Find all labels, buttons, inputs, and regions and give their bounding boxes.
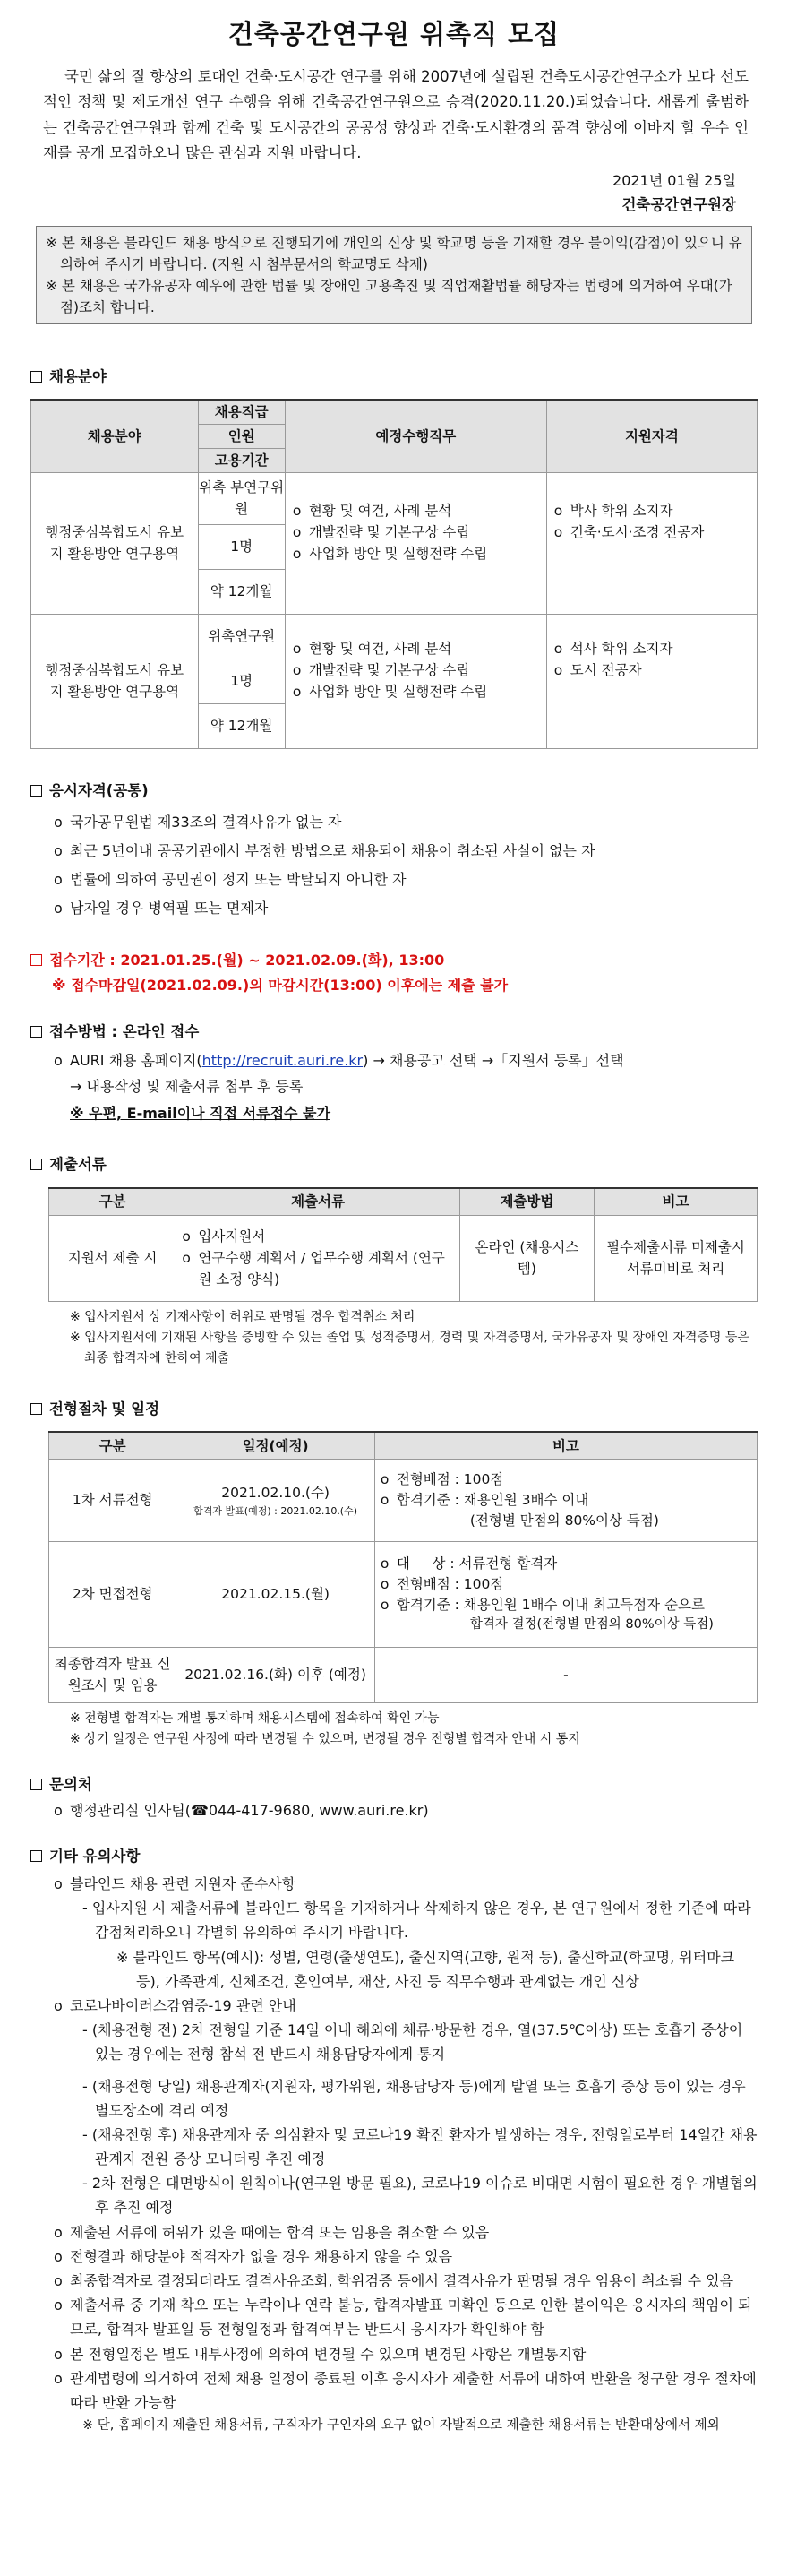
covid-item: - (채용전형 후) 채용관계자 중 의심환자 및 코로나19 확진 환자가 발생하는 경우, 전형일로부터 14일간 채용관계자 전원 증상 모니터링 추진 예정	[82, 2125, 758, 2168]
method-warning: ※ 우편, E-mail이나 직접 서류접수 불가	[70, 1104, 330, 1122]
stage1-date: 2021.02.10.(수)	[221, 1484, 330, 1501]
final-note: ※ 단, 홈페이지 제출된 채용서류, 구직자가 구인자의 요구 없이 자발적으로 제출한 채용서류는 반환대상에서 제외	[82, 2418, 720, 2434]
list-item: o 개발전략 및 기본구상 수립	[293, 659, 539, 681]
list-item: o 제출서류 중 기재 착오 또는 누락이나 연락 불능, 합격자발표 미확인 등으로 인한 불이익은 응시자의 책임이 되므로, 합격자 발표일 등 전형일정과 합격여부는 반드시 응시자가 확인해야 함	[54, 2293, 758, 2341]
stage1-note: 전형배점 : 100점	[396, 1470, 504, 1487]
row2-field: 행정중심복합도시 유보지 활용방안 연구용역	[31, 614, 199, 748]
list-item: o 관계법령에 의거하여 전체 채용 일정이 종료된 이후 응시자가 제출한 서류에 대하여 반환을 청구할 경우 절차에 따라 반환 가능함	[54, 2366, 758, 2415]
covid-heading: 코로나바이러스감염증-19 관련 안내	[70, 1996, 296, 2014]
stage1-date-sub: 합격자 발표(예정) : 2021.02.10.(수)	[193, 1504, 358, 1517]
th-doc-type: 구분	[49, 1188, 176, 1215]
blind-example: ※ 블라인드 항목(예시): 성별, 연령(출생연도), 출신지역(고향, 원적 등), 출신학교(학교명, 워터마크 등), 가족관계, 신체조건, 혼인여부, 재산, 사진 등 직무수행과 관계없는 개인 신상	[116, 1948, 735, 1990]
blind-item: - 입사지원 시 제출서류에 블라인드 항목을 기재하거나 삭제하지 않은 경우, 본 연구원에서 정한 기준에 따라 감점처리하오니 각별히 유의하여 주시기 바랍니다.	[82, 1900, 751, 1942]
list-item: o 제출된 서류에 허위가 있을 때에는 합격 또는 임용을 취소할 수 있음	[54, 2220, 758, 2244]
notice-blind: ※ 본 채용은 블라인드 채용 방식으로 진행되기에 개인의 신상 및 학교명 등을 기재할 경우 불이익(감점)이 있으니 유의하여 주시기 바랍니다. (지원 시 첨부문서의 학교명도 삭제)	[46, 234, 742, 272]
list-item: o 사업화 방안 및 실행전략 수립	[293, 543, 539, 564]
list-item: o 전형결과 해당분야 적격자가 없을 경우 채용하지 않을 수 있음	[54, 2244, 758, 2269]
square-bullet-icon	[30, 1026, 42, 1038]
stage2-note: 합격자 결정(전형별 만점의 80%이상 득점)	[469, 1617, 714, 1633]
th-quals: 지원자격	[546, 400, 757, 472]
row2-duties	[293, 638, 539, 702]
list-item: o 개발전략 및 기본구상 수립	[293, 521, 539, 543]
section-documents-heading: 제출서류	[30, 1153, 758, 1176]
list-item: o 법률에 의하여 공민권이 정지 또는 박탈되지 아니한 자	[54, 866, 758, 894]
stage2-name: 2차 면접전형	[49, 1541, 176, 1647]
list-item: o 국가공무원법 제33조의 결격사유가 없는 자	[54, 808, 758, 837]
section-schedule-heading: 전형절차 및 일정	[30, 1398, 758, 1421]
row1-period: 약 12개월	[198, 569, 285, 614]
stage3-note: -	[374, 1647, 757, 1702]
stage1-name: 1차 서류전형	[49, 1459, 176, 1541]
th-count: 인원	[198, 424, 285, 448]
th-date: 일정(예정)	[176, 1432, 374, 1459]
method-body: o AURI 채용 홈페이지(http://recruit.auri.re.kr) → 채용공고 선택 →「지원서 등록」선택 → 내용작성 및 제출서류 첨부 후 등록 ※ 우편, E-mail이나 직접 서류접수 불가	[30, 1047, 758, 1127]
note-item: ※ 입사지원서 상 기재사항이 허위로 판명될 경우 합격취소 처리	[70, 1309, 415, 1324]
th-doc-list: 제출서류	[176, 1188, 459, 1215]
row1-duties	[293, 500, 539, 564]
row1-quals	[554, 500, 749, 543]
th-type: 채용직급	[198, 400, 285, 424]
covid-item: - 2차 전형은 대면방식이 원칙이나(연구원 방문 필요), 코로나19 이슈로 비대면 시험이 필요한 경우 개별협의 후 추진 예정	[82, 2175, 758, 2217]
etc-body	[30, 1872, 758, 2437]
list-item: o 박사 학위 소지자	[554, 500, 749, 521]
section-contact-heading: 문의처	[30, 1773, 758, 1796]
row2-count: 1명	[198, 659, 285, 703]
row2-quals	[554, 638, 749, 681]
list-item: o 입사지원서	[182, 1226, 453, 1247]
note-item: ※ 입사지원서에 기재된 사항을 증빙할 수 있는 졸업 및 성적증명서, 경력 및 자격증명서, 국가유공자 및 장애인 자격증명 등은 최종 합격자에 한하여 제출	[70, 1330, 749, 1366]
list-item: o 현황 및 여건, 사례 분석	[293, 638, 539, 659]
page-title: 건축공간연구원 위촉직 모집	[227, 19, 561, 49]
doc-row-note: 필수제출서류 미제출시 서류미비로 처리	[595, 1215, 758, 1301]
square-bullet-icon	[30, 785, 42, 797]
square-bullet-icon	[30, 954, 42, 966]
method-line2: → 내용작성 및 제출서류 첨부 후 등록	[70, 1078, 304, 1096]
list-item: o 남자일 경우 병역필 또는 면제자	[54, 894, 758, 923]
covid-item: - (채용전형 당일) 채용관계자(지원자, 평가위원, 채용담당자 등)에게 발열 또는 호흡기 증상 등이 있는 경우 별도장소에 격리 예정	[82, 2077, 746, 2119]
list-item: o 본 전형일정은 별도 내부사정에 의하여 변경될 수 있으며 변경된 사항은 개별통지함	[54, 2342, 758, 2366]
list-item: o 현황 및 여건, 사례 분석	[293, 500, 539, 521]
row1-count: 1명	[198, 524, 285, 569]
th-doc-note: 비고	[595, 1188, 758, 1215]
issuer: 건축공간연구원장	[621, 196, 736, 214]
row1-type: 위촉 부연구위원	[198, 472, 285, 524]
doc-row-type: 지원서 제출 시	[49, 1215, 176, 1301]
blind-heading: 블라인드 채용 관련 지원자 준수사항	[70, 1875, 296, 1892]
stage3-name: 최종합격자 발표 신원조사 및 임용	[49, 1647, 176, 1702]
section-positions-heading: 채용분야	[30, 366, 758, 389]
note-item: ※ 전형별 합격자는 개별 통지하며 채용시스템에 접속하여 확인 가능	[70, 1710, 440, 1726]
th-stage: 구분	[49, 1432, 176, 1459]
blind-notice-box	[36, 226, 752, 324]
th-field: 채용분야	[31, 400, 199, 472]
positions-table	[30, 399, 758, 749]
section-etc-heading: 기타 유의사항	[30, 1845, 758, 1868]
schedule-table	[48, 1431, 758, 1703]
doc-row-method: 온라인 (채용시스템)	[459, 1215, 594, 1301]
intro-paragraph: 국민 삶의 질 향상의 토대인 건축·도시공간 연구를 위해 2007년에 설립된 건축도시공간연구소가 보다 선도적인 정책 및 제도개선 연구 수행을 위해 건축공간연구원으로 승격(2020.11.20.)되었습니다. 새롭게 출범하는 건축공간연구원과 함께 건축 및 도시공간의 공공성 향상과 건축·도시환경의 품격 향상에 이바지 할 우수 인재를 공개 모집하오니 많은 관심과 지원 바랍니다.	[43, 68, 749, 162]
list-item: o 연구수행 계획서 / 업무수행 계획서 (연구원 소정 양식)	[182, 1247, 453, 1290]
th-doc-method: 제출방법	[459, 1188, 594, 1215]
documents-table	[48, 1187, 758, 1302]
row2-type: 위촉연구원	[198, 614, 285, 659]
stage3-date: 2021.02.16.(화) 이후 (예정)	[176, 1647, 374, 1702]
qualification-list	[30, 808, 758, 923]
square-bullet-icon	[30, 1403, 42, 1415]
deadline-warning: ※ 접수마감일(2021.02.09.)의 마감시간(13:00) 이후에는 제출 불가	[52, 977, 509, 995]
stage2-note: 합격기준 : 채용인원 1배수 이내 최고득점자 순으로	[396, 1597, 705, 1614]
list-item: o 사업화 방안 및 실행전략 수립	[293, 681, 539, 702]
recruit-site-link[interactable]: http://recruit.auri.re.kr	[201, 1051, 364, 1069]
documents-notes	[30, 1307, 758, 1369]
stage1-note: (전형별 만점의 80%이상 득점)	[469, 1512, 659, 1529]
row1-field: 행정중심복합도시 유보지 활용방안 연구용역	[31, 472, 199, 614]
stage2-note: 대 상 : 서류전형 합격자	[396, 1555, 558, 1572]
stage2-note: 전형배점 : 100점	[396, 1575, 504, 1592]
list-item: o 최근 5년이내 공공기관에서 부정한 방법으로 채용되어 채용이 취소된 사실이 없는 자	[54, 837, 758, 866]
th-notes: 비고	[374, 1432, 757, 1459]
list-item: o 최종합격자로 결정되더라도 결격사유조회, 학위검증 등에서 결격사유가 판명될 경우 임용이 취소될 수 있음	[54, 2269, 758, 2293]
contact-line: o 행정관리실 인사팀(☎044-417-9680, www.auri.re.kr)	[30, 1800, 758, 1822]
doc-row-docs	[182, 1226, 453, 1290]
stage2-date: 2021.02.15.(월)	[176, 1541, 374, 1647]
section-method-heading: 접수방법 : 온라인 접수	[30, 1021, 758, 1044]
schedule-notes	[30, 1709, 758, 1750]
row2-period: 약 12개월	[198, 703, 285, 748]
note-item: ※ 상기 일정은 연구원 사정에 따라 변경될 수 있으며, 변경될 경우 전형별 합격자 안내 시 통지	[70, 1731, 580, 1746]
etc-list	[54, 2220, 758, 2416]
notice-date: 2021년 01월 25일	[612, 171, 736, 189]
th-duties: 예정수행직무	[285, 400, 546, 472]
square-bullet-icon	[30, 1779, 42, 1790]
list-item: o 석사 학위 소지자	[554, 638, 749, 659]
square-bullet-icon	[30, 371, 42, 383]
list-item: o 건축·도시·조경 전공자	[554, 521, 749, 543]
square-bullet-icon	[30, 1850, 42, 1862]
notice-veterans: ※ 본 채용은 국가유공자 예우에 관한 법률 및 장애인 고용촉진 및 직업재활법률 해당자는 법령에 의거하여 우대(가점)조치 합니다.	[46, 277, 732, 315]
stage1-note: 합격기준 : 채용인원 3배수 이내	[396, 1491, 589, 1508]
application-period: 접수기간 : 2021.01.25.(월) ~ 2021.02.09.(화), 13:00	[30, 950, 758, 972]
section-qualification-heading: 응시자격(공통)	[30, 780, 758, 803]
list-item: o 도시 전공자	[554, 659, 749, 681]
square-bullet-icon	[30, 1159, 42, 1170]
th-period: 고용기간	[198, 448, 285, 472]
covid-item: - (채용전형 전) 2차 전형일 기준 14일 이내 해외에 체류·방문한 경우, 열(37.5℃이상) 또는 호흡기 증상이 있는 경우에는 전형 참석 전 반드시 채용담당자에게 통지	[82, 2021, 743, 2063]
